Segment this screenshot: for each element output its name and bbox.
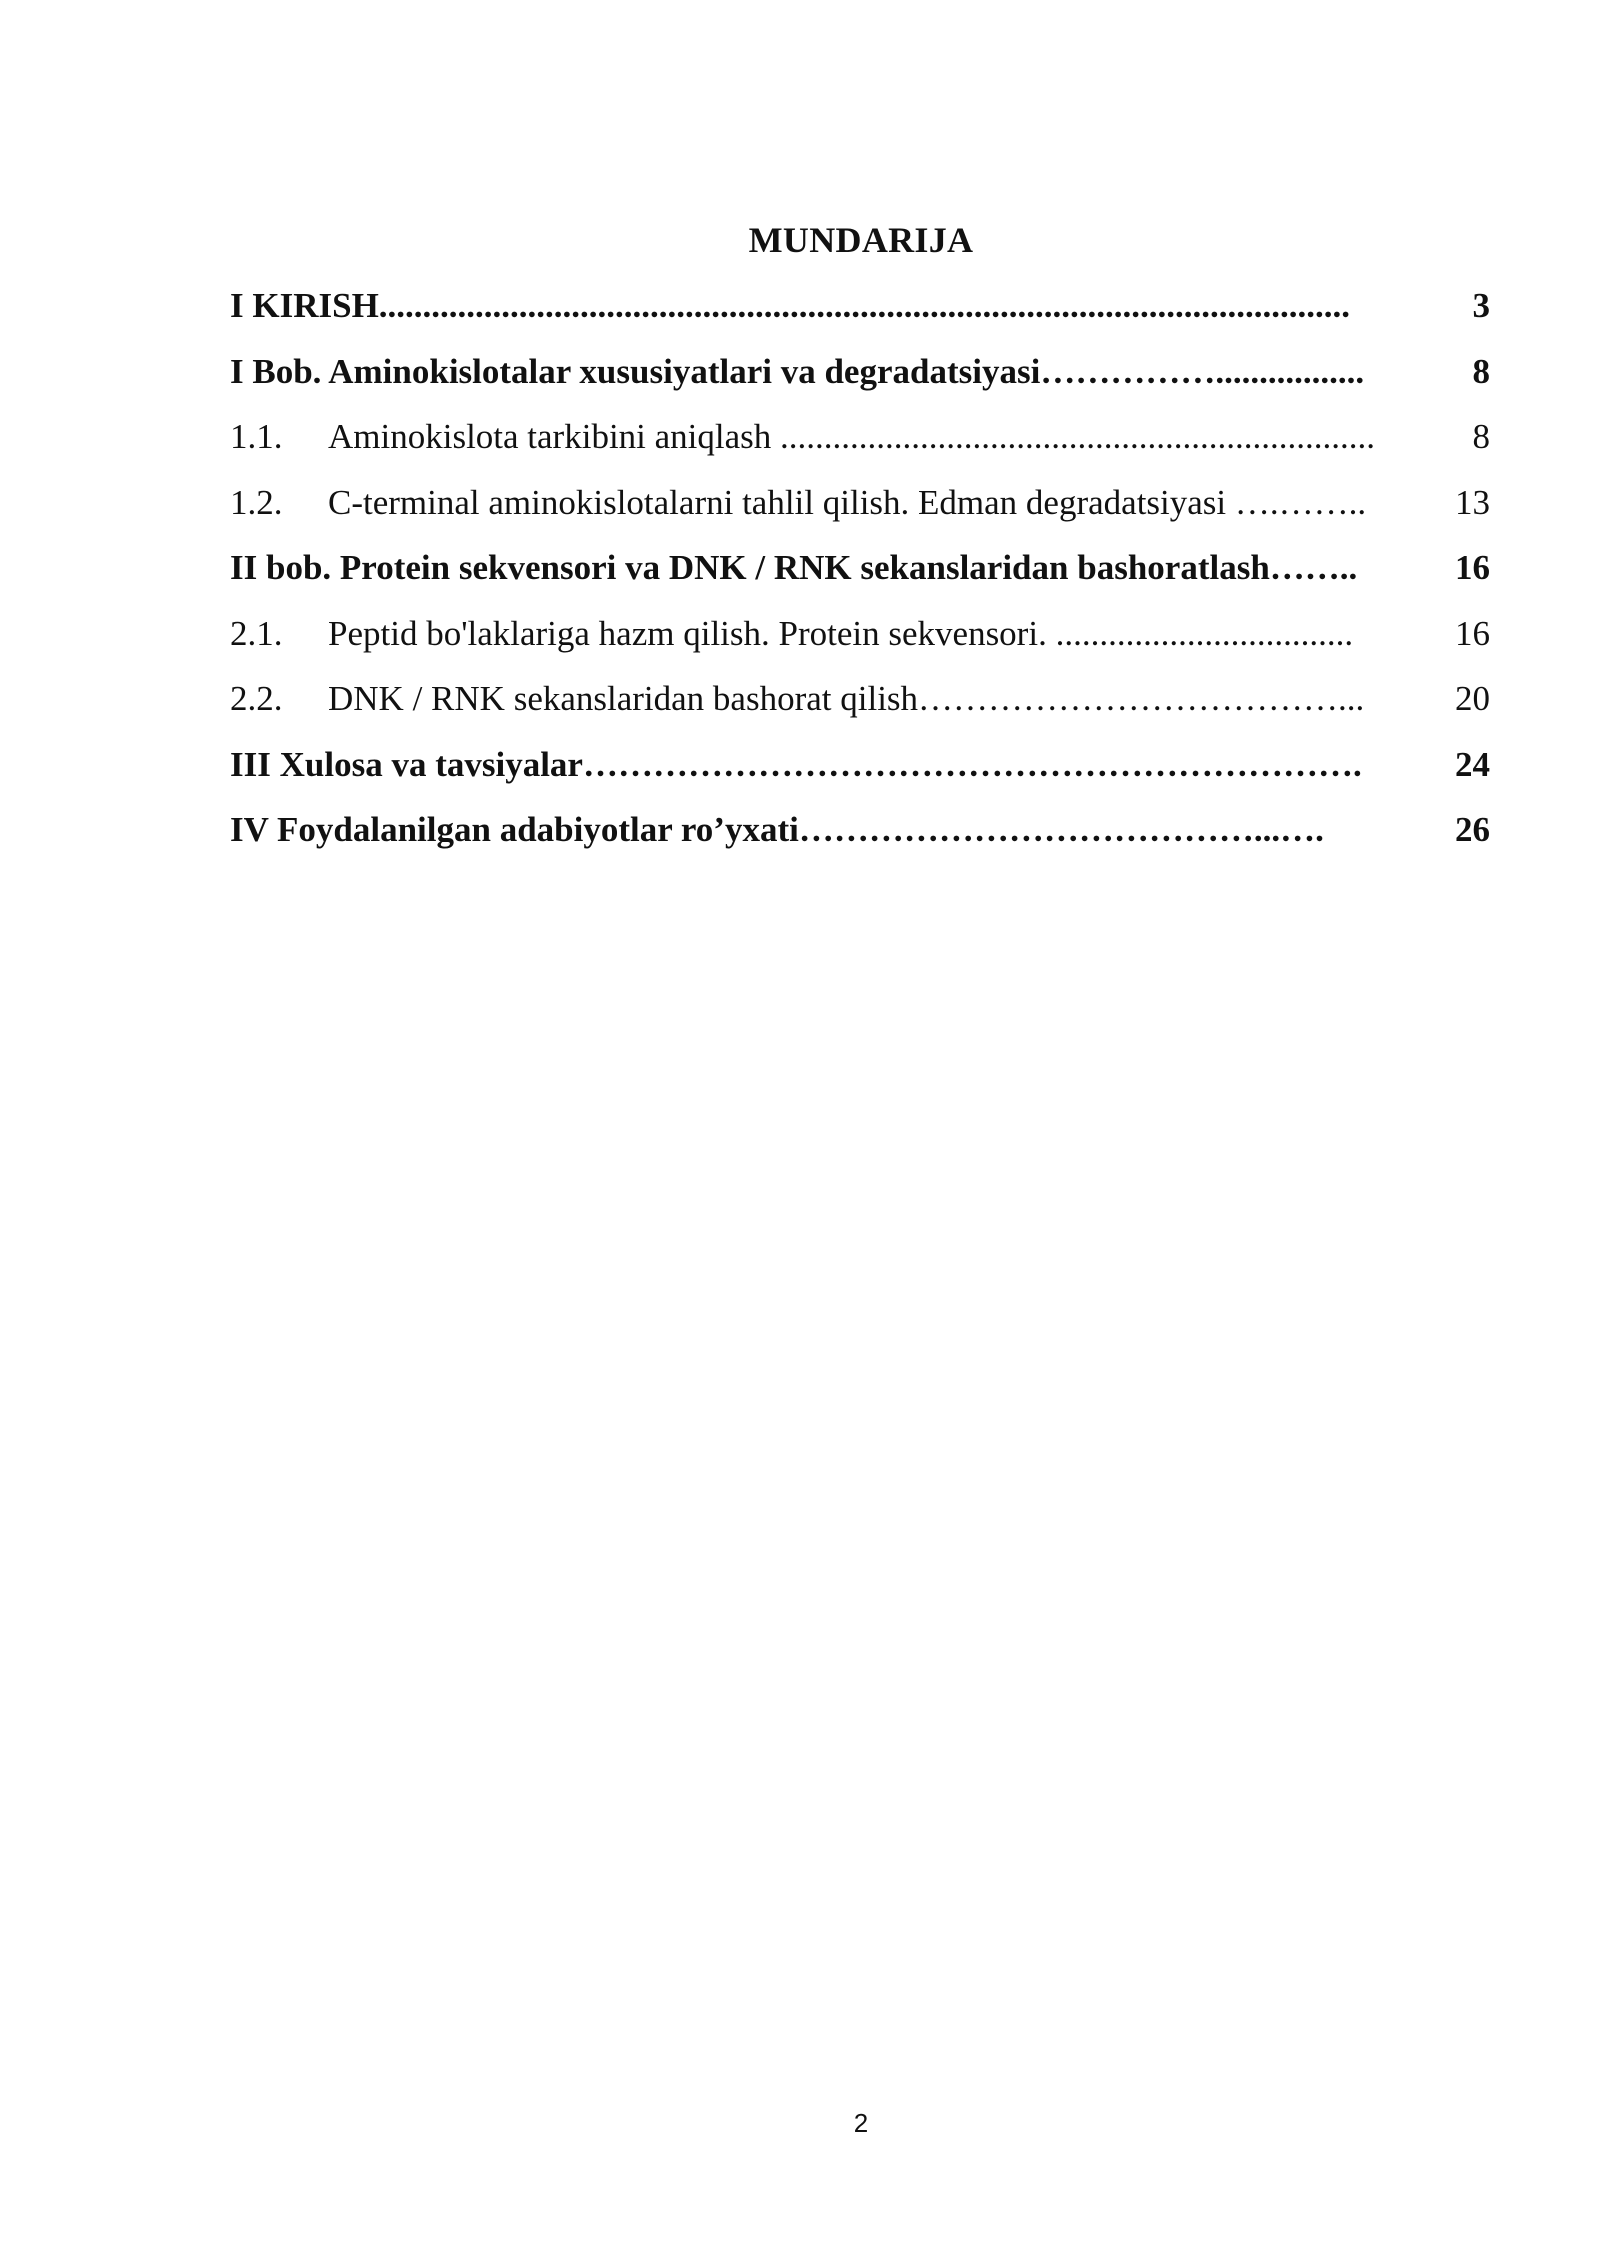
toc-entry-text: Peptid bo'laklariga hazm qilish. Protein sekvensori. ..................................	[328, 613, 1354, 653]
toc-entry-text: III Xulosa va tavsiyalar………………………………………………………….	[230, 744, 1362, 784]
toc-entry-page: 13	[1455, 482, 1490, 522]
toc-entry-page: 8	[1472, 417, 1490, 456]
toc-entry-adabiyotlar[interactable]	[230, 803, 1490, 869]
toc-entry-bob-2[interactable]	[230, 541, 1490, 607]
toc-entry-page: 8	[1472, 351, 1490, 391]
toc-entry-number: 1.1.	[230, 417, 283, 456]
toc-entry-text: IV Foydalanilgan adabiyotlar ro’yxati…………………………………...….	[230, 810, 1324, 849]
toc-entry-number: 2.1.	[230, 613, 283, 653]
page-number: 2	[853, 2108, 869, 2138]
toc-entry-page: 16	[1455, 548, 1490, 587]
toc-title: MUNDARIJA	[748, 220, 974, 260]
toc-entry-text: I Bob. Aminokislotalar xususiyatlari va degradatsiyasi…………….................	[230, 351, 1365, 391]
toc-entry-page: 3	[1472, 286, 1490, 325]
toc-entry-text: I KIRISH...............................................................................................................	[230, 286, 1351, 325]
toc-entry-number: 1.2.	[230, 482, 283, 522]
toc-entry-number: 2.2.	[230, 679, 283, 718]
toc-entry-2-1[interactable]	[230, 607, 1490, 673]
toc-entry-text: Aminokislota tarkibini aniqlash ....................................................................	[328, 417, 1376, 456]
toc-entry-kirish[interactable]	[230, 279, 1490, 345]
toc-entry-text: DNK / RNK sekanslaridan bashorat qilish………………………………...	[328, 679, 1365, 718]
toc-entry-page: 16	[1455, 613, 1490, 653]
table-of-contents	[230, 279, 1490, 869]
toc-entry-bob-1[interactable]	[230, 345, 1490, 411]
toc-entry-xulosa[interactable]	[230, 738, 1490, 804]
toc-entry-1-1[interactable]	[230, 410, 1490, 476]
toc-entry-page: 20	[1455, 679, 1490, 718]
toc-entry-1-2[interactable]	[230, 476, 1490, 542]
toc-entry-2-2[interactable]	[230, 672, 1490, 738]
toc-entry-text: C-terminal aminokislotalarni tahlil qilish. Edman degradatsiyasi ….……..	[328, 482, 1367, 522]
toc-entry-page: 24	[1455, 744, 1490, 784]
toc-entry-text: II bob. Protein sekvensori va DNK / RNK sekanslaridan bashoratlash……..	[230, 548, 1358, 587]
toc-entry-page: 26	[1455, 810, 1490, 849]
